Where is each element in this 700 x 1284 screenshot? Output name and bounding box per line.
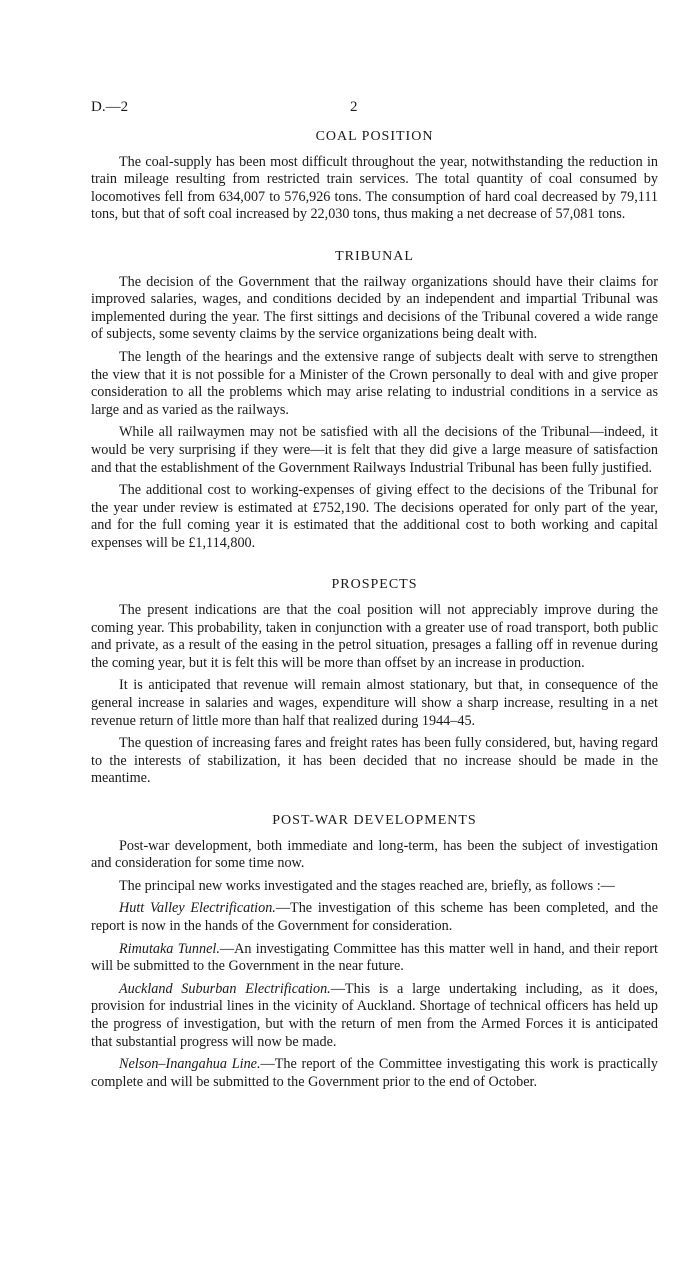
work-item-title: Hutt Valley Electrification.	[119, 900, 276, 917]
work-item-text: —This is a large undertaking including, as it does, provision for industrial lines in the vicinity of Auckland. Shortage of technical officers has held up the progress of investigation, but with the return of men from the Armed Forces it is anticipated that substantial progress will now be made.	[91, 980, 658, 1050]
work-item	[91, 900, 658, 935]
section-prospects	[91, 576, 658, 788]
paragraph: The coal-supply has been most difficult throughout the year, notwithstanding the reduction in train mileage resulting from restricted train services. The total quantity of coal consumed by locomotives fell from 634,007 to 576,926 tons. The consumption of hard coal decreased by 79,111 tons, but that of soft coal increased by 22,030 tons, thus making a net decrease of 57,081 tons.	[91, 153, 658, 223]
section-post-war-developments	[91, 812, 658, 1091]
paragraph: The present indications are that the coal position will not appreciably improve during the coming year. This probability, taken in conjunction with a greater use of road transport, both public and private, as a result of the easing in the petrol situation, presages a falling off in revenue during the coming year, but it is felt this will be more than offset by an increase in production.	[91, 602, 658, 671]
page-number: 2	[350, 99, 358, 115]
section-heading: COAL POSITION	[315, 129, 434, 144]
paragraph: The additional cost to working-expenses of giving effect to the decisions of the Tribunal for the year under review is estimated at £752,190. The decisions operated for only part of the year, and for the full coming year it is estimated that the additional cost to both working and capital expenses will be £1,114,800.	[91, 482, 658, 551]
section-tribunal	[91, 248, 658, 553]
work-item-text: —The investigation of this scheme has been completed, and the report is now in the hands of the Government for consideration.	[91, 900, 659, 934]
paragraph: While all railwaymen may not be satisfied with all the decisions of the Tribunal—indeed, it would be very surprising if they were—it is felt that they did give a large measure of satisfaction and that the establishment of the Government Railways Industrial Tribunal has been fully justified.	[91, 424, 658, 476]
work-item-title: Auckland Suburban Electrification.	[119, 980, 331, 997]
work-item-title: Nelson–Inangahua Line.	[119, 1056, 261, 1073]
work-item-text: —An investigating Committee has this matter well in hand, and their report will be submitted to the Government in the near future.	[91, 940, 658, 975]
section-heading: TRIBUNAL	[335, 248, 414, 264]
work-item	[91, 981, 658, 1051]
section-coal-position	[91, 128, 658, 224]
paragraph: The question of increasing fares and freight rates has been fully considered, but, having regard to the interests of stabilization, it has been decided that no increase should be made in the meantime.	[91, 735, 658, 787]
paragraph: It is anticipated that revenue will remain almost stationary, but that, in consequence of the general increase in salaries and wages, expenditure will show a sharp increase, resulting in a net revenue return of little more than half that realized during 1944–45.	[91, 677, 658, 729]
paragraph: The length of the hearings and the extensive range of subjects dealt with serve to strengthen the view that it is not possible for a Minister of the Crown personally to deal with and give proper consideration to all the problems which may arise relating to industrial conditions in a service as large and as varied as the railways.	[91, 348, 658, 418]
paragraph: The principal new works investigated and the stages reached are, briefly, as follows :—	[119, 877, 615, 894]
section-heading: POST-WAR DEVELOPMENTS	[272, 813, 477, 828]
section-heading: PROSPECTS	[331, 577, 418, 593]
work-item	[91, 1056, 658, 1091]
document-body	[91, 128, 658, 1096]
paragraph: The decision of the Government that the railway organizations should have their claims for improved salaries, wages, and conditions decided by an independent and impartial Tribunal was implemented during the year. The first sittings and decisions of the Tribunal covered a wide range of subjects, some seventy claims by the service organizations being dealt with.	[91, 273, 658, 343]
work-item-title: Rimutaka Tunnel.	[119, 940, 220, 957]
work-item	[91, 941, 658, 976]
work-item-text: —The report of the Committee investigating this work is practically complete and will be submitted to the Government prior to the end of October.	[91, 1056, 658, 1090]
paragraph: Post-war development, both immediate and long-term, has been the subject of investigation and consideration for some time now.	[91, 837, 658, 872]
report-reference: D.—2	[91, 99, 129, 115]
